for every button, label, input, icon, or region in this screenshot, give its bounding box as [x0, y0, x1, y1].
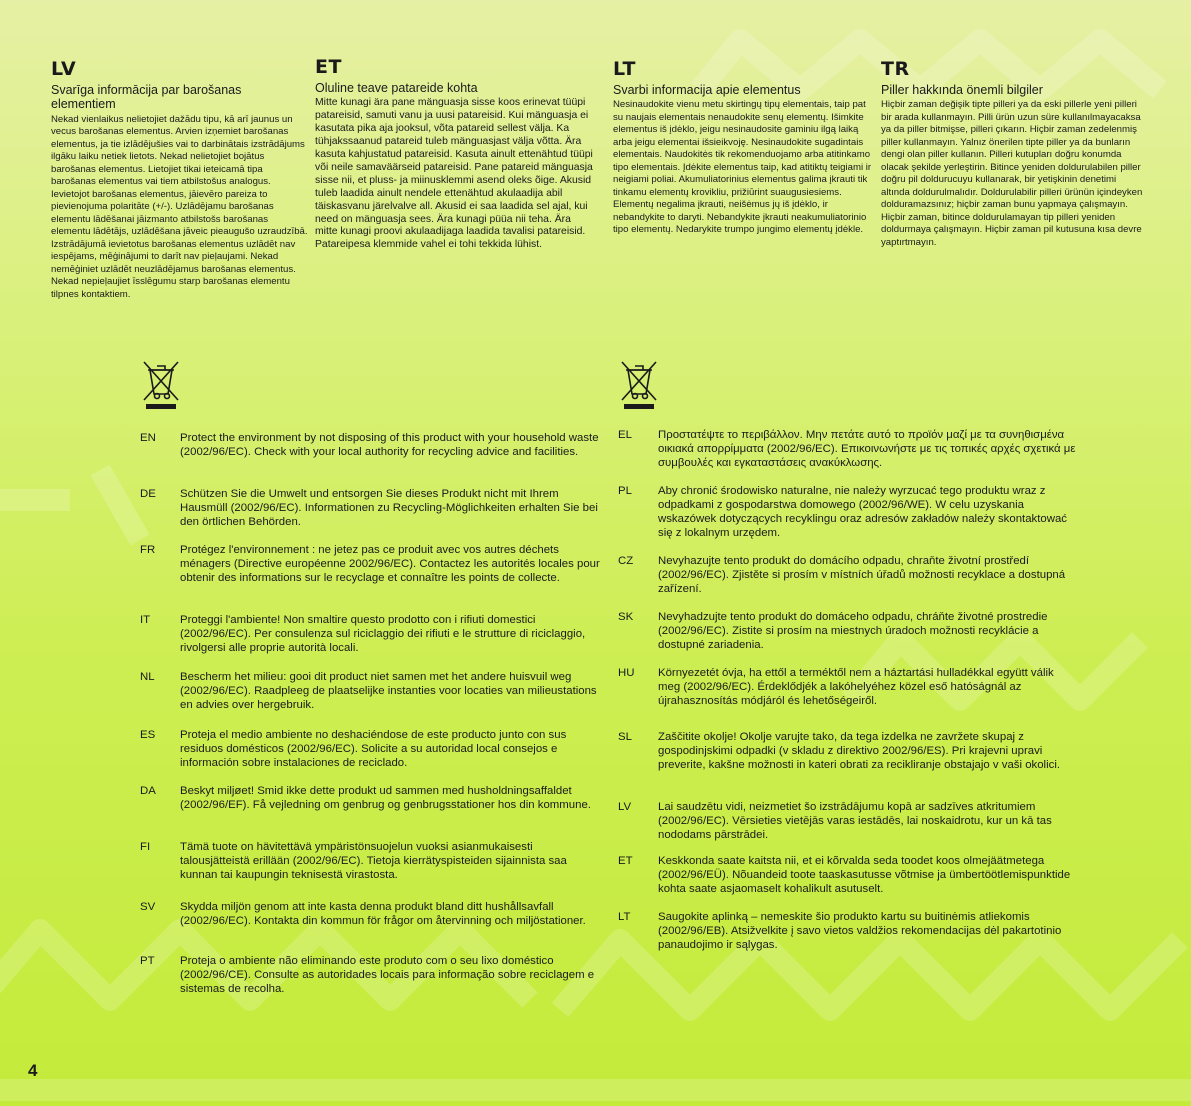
- disposal-notice-de: [140, 487, 600, 529]
- disposal-notice-lv: [618, 800, 1078, 842]
- disposal-notice-en: [140, 431, 600, 459]
- disposal-language-code: LT: [618, 911, 631, 923]
- disposal-notice-es: [140, 728, 600, 770]
- section-title: Piller hakkında önemli bilgiler: [881, 83, 1043, 97]
- section-language-code: LT: [613, 58, 636, 80]
- disposal-text: Protect the environment by not disposing of this product with your household waste (2002/96/EC). Check with your local authority for recycling advice and facilities.: [180, 432, 599, 458]
- disposal-notice-el: [618, 428, 1078, 470]
- disposal-notice-hu: [618, 666, 1078, 708]
- section-title: Svarīga informācija par barošanas elementiem: [51, 83, 242, 112]
- disposal-text: Beskyt miljøet! Smid ikke dette produkt ud sammen med husholdningsaffaldet (2002/96/EF). Få vejledning om genbrug og genbrugsstationer hos din kommune.: [180, 785, 591, 811]
- disposal-language-code: ES: [140, 729, 156, 741]
- disposal-notice-fr: [140, 543, 600, 585]
- disposal-language-code: SK: [618, 611, 634, 623]
- disposal-text: Zaščitite okolje! Okolje varujte tako, da tega izdelka ne zavržete skupaj z gospodinjskimi odpadki (v skladu z direktivo 2002/96/ES). Pri krajevni upravi preverite, kakšne možnosti in kateri obrati za recikliranje obstajajo v vaši okolici.: [658, 731, 1061, 771]
- disposal-text: Nevyhadzujte tento produkt do domáceho odpadu, chráňte životné prostredie (2002/96/EC). Zistite si prosím na miestnych úradoch možnosti recyklácie a dostupné zariadenia.: [658, 611, 1048, 651]
- disposal-notice-sl: [618, 730, 1078, 772]
- section-body: Mitte kunagi ära pane mänguasja sisse koos erinevat tüüpi patareisid, samuti vanu ja uusi patareisid. Kui mänguasja ei kasutata pika aja jooksul, võta patareid sellest välja. Ka tühjakssaanud patareid tuleb mänguasjast välja võtta. Ära kasuta kahjustatud patareisid. Kasuta ainult ettenähtud tüüpi või neile samaväärseid patareisid. Pane patareid mänguasja sisse nii, et pluss- ja miinusklemmi asend oleks õige. Akusid tuleb laadida ainult nendele ettenähtud akulaadija abil täiskasvanu järelvalve all. Akusid ei saa laadida sel ajal, kui need on mänguasja sees. Ära kunagi püüa nii teha. Ära mitte kunagi proovi akulaadijaga laadida tavalisi patareisid. Patareipesa klemmide vahel ei tohi tekkida lühist.: [315, 97, 593, 251]
- disposal-language-code: LV: [618, 801, 632, 813]
- disposal-text: Aby chronić środowisko naturalne, nie należy wyrzucać tego produktu wraz z odpadkami z gospodarstwa domowego (2002/96/WE). W celu uzyskania wskazówek dotyczących recyklingu oraz adresów zakładów należy skontaktować się z lokalnym urzędem.: [658, 485, 1067, 539]
- disposal-text: Προστατέψτε το περιβάλλον. Μην πετάτε αυτό το προϊόν μαζί με τα συνηθισμένα οικιακά απορρίμματα (2002/96/EC). Επικοινωνήστε με τις τοπικές αρχές σχετικά με συμβουλές και εγκαταστάσεις ανακύκλωσης.: [658, 429, 1076, 469]
- disposal-text: Környezetét óvja, ha ettől a terméktől nem a háztartási hulladékkal együtt válik meg (2002/96/EC). Érdeklődjék a lakóhelyéhez közel eső hatóságnál az újrahasznosítás módjáról és lehetőségeiről.: [658, 667, 1054, 707]
- disposal-text: Saugokite aplinką – nemeskite šio produkto kartu su buitinėmis atliekomis (2002/96/EB). Atsižvelkite į savo vietos valdžios rekomendacijas dėl pakartotinio panaudojimo ir sąlygas.: [658, 911, 1062, 951]
- disposal-language-code: EL: [618, 429, 632, 441]
- section-body: Nesinaudokite vienu metu skirtingų tipų elementais, taip pat su naujais elementais nenaudokite senų elementų. Išimkite elementus iš įdėklo, jeigu nesinaudosite gaminiu ilgą laiką arba jeigu elementai išsieikvoję. Nesinaudokite sugadintais elementais. Naudokitės tik rekomenduojamo arba atitinkamo tipo elementais. Įdėkite elementus taip, kad atitiktų teigiami ir neigiami poliai. Akumuliatorinius elementus galima įkrauti tik tinkamu elementų krovikliu, prižiūrint suaugusiesiems. Elementų negalima įkrauti, neišėmus jų iš įdėklo, ir nebandykite to daryti. Nebandykite įkrauti neakumuliatorinio tipo elementų. Nedarykite trumpo jungimo elementų įdėkle.: [613, 99, 872, 236]
- disposal-notice-sv: [140, 900, 600, 928]
- section-language-code: ET: [315, 56, 342, 78]
- disposal-language-code: FI: [140, 841, 151, 853]
- crossed-out-bin-icon: [140, 358, 182, 410]
- disposal-language-code: EN: [140, 432, 156, 444]
- disposal-notice-nl: [140, 670, 600, 712]
- disposal-language-code: SV: [140, 901, 156, 913]
- page-number: 4: [28, 1061, 38, 1080]
- disposal-notice-pt: [140, 954, 600, 996]
- disposal-language-code: HU: [618, 667, 635, 679]
- disposal-notice-it: [140, 613, 600, 655]
- disposal-language-code: DE: [140, 488, 156, 500]
- disposal-notice-sk: [618, 610, 1078, 652]
- disposal-text: Lai saudzētu vidi, neizmetiet šo izstrādājumu kopā ar sadzīves atkritumiem (2002/96/EC). Vērsieties vietējās varas iestādēs, lai noskaidrotu, kur un kā tas nododams pārstrādei.: [658, 801, 1052, 841]
- crossed-out-bin-icon: [618, 358, 660, 410]
- disposal-language-code: SL: [618, 731, 632, 743]
- disposal-text: Proteja o ambiente não eliminando este produto com o seu lixo doméstico (2002/96/CE). Consulte as autoridades locais para informação sobre reciclagem e sistemas de recolha.: [180, 955, 595, 995]
- disposal-language-code: DA: [140, 785, 156, 797]
- battery-section-tr: [881, 60, 1143, 249]
- battery-section-lv: [51, 60, 309, 301]
- section-body: Nekad vienlaikus nelietojiet dažādu tipu, kā arī jaunus un vecus barošanas elementus. Arvien izņemiet barošanas elementus, ja tie izlādējušies vai to darbinātais izstrādājums ilgāku laiku netiek lietots. Nekad nelietojiet bojātus barošanas elementus. Lietojiet tikai ieteicamā tipa barošanas elementus vai tiem atbilstošus analogus. Ievietojot barošanas elementus, jāievēro pareiza to pievienojuma polaritāte (+/-). Uzlādējamu barošanas elementu lādēšanai jāizmanto atbilstošs barošanas elementu lādētājs, uzlādēšana jāveic pieaugušo uzraudzībā. Izstrādājumā ievietotus barošanas elementus uzlādēt nav iespējams, mēģinājumi to darīt nav pieļaujami. Nekad nemēģiniet uzlādēt neuzlādējamus barošanas elementus. Nekad nepieļaujiet īsslēgumu starp barošanas elementu tilpnes kontaktiem.: [51, 113, 308, 300]
- disposal-notice-lt: [618, 910, 1078, 952]
- section-language-code: TR: [881, 58, 910, 80]
- section-body: Hiçbir zaman değişik tipte pilleri ya da eski pillerle yeni pilleri bir arada kullanmayın. Pilli ürün uzun süre kullanılmayacaksa ya da piller bitmişse, pilleri çıkarın. Hiçbir zaman zedelenmiş piller kullanmayın. Yalnız önerilen tipte piller ya da bunların dengi olan piller kullanın. Pilleri kutupları doğru konumda olacak şekilde yerleştirin. Bitince yeniden doldurulabilen piller doğru pil doldurucuyu kullanarak, bir yetişkinin denetimi altında doldurulmalıdır. Doldurulabilir pilleri ürünün içindeyken dolduramazsınız; hiçbir zaman bunu yapmaya çalışmayın. Hiçbir zaman, bitince doldurulamayan tip pilleri yeniden doldurmaya çalışmayın. Hiçbir zaman pil kutusuna kısa devre yaptırtmayın.: [881, 99, 1143, 248]
- disposal-text: Proteggi l'ambiente! Non smaltire questo prodotto con i rifiuti domestici (2002/96/EC). Per consulenza sul riciclaggio dei rifiuti e le strutture di riciclaggio, rivolgersi alle proprie autorità locali.: [180, 614, 586, 654]
- disposal-language-code: FR: [140, 544, 156, 556]
- disposal-text: Nevyhazujte tento produkt do domácího odpadu, chraňte životní prostředí (2002/96/EC). Zjistěte si prosím v místních úřadů možnosti recyklace a dostupná zařízení.: [658, 555, 1066, 595]
- battery-section-et: [315, 58, 595, 252]
- disposal-notice-da: [140, 784, 600, 812]
- disposal-text: Bescherm het milieu: gooi dit product niet samen met het andere huisvuil weg (2002/96/EC). Raadpleeg de plaatselijke instanties voor locaties van milieustations en advies over hergebruik.: [180, 671, 597, 711]
- disposal-language-code: PL: [618, 485, 632, 497]
- disposal-notice-fi: [140, 840, 600, 882]
- disposal-text: Tämä tuote on hävitettävä ympäristönsuojelun vuoksi asianmukaisesti talousjätteistä erillään (2002/96/EC). Tietoja kierrätyspisteiden sijainnista saa kunnan tai kaupungin teknisestä virastosta.: [180, 841, 567, 881]
- disposal-language-code: CZ: [618, 555, 634, 567]
- section-title: Svarbi informacija apie elementus: [613, 83, 801, 97]
- disposal-text: Proteja el medio ambiente no deshaciéndose de este producto junto con sus residuos domésticos (2002/96/EC). Solicite a su autoridad local consejos e información sobre instalaciones de reciclado.: [180, 729, 567, 769]
- disposal-text: Protégez l'environnement : ne jetez pas ce produit avec vos autres déchets ménagers (Directive européenne 2002/96/EC). Contactez les autorités locales pour obtenir des informations sur le recyclage et connaître les points de collecte.: [180, 544, 600, 584]
- disposal-text: Schützen Sie die Umwelt und entsorgen Sie dieses Produkt nicht mit Ihrem Hausmüll (2002/96/EC). Informationen zu Recycling-Möglichkeiten erhalten Sie bei den örtlichen Behörden.: [180, 488, 598, 528]
- disposal-language-code: IT: [140, 614, 151, 626]
- battery-section-lt: [613, 60, 873, 237]
- disposal-language-code: PT: [140, 955, 155, 967]
- section-title: Oluline teave patareide kohta: [315, 81, 478, 95]
- disposal-notice-cz: [618, 554, 1078, 596]
- disposal-notice-pl: [618, 484, 1078, 540]
- disposal-text: Skydda miljön genom att inte kasta denna produkt bland ditt hushållsavfall (2002/96/EC). Kontakta din kommun för frågor om återvinning och miljöstationer.: [180, 901, 586, 927]
- disposal-text: Keskkonda saate kaitsta nii, et ei kõrvalda seda toodet koos olmejäätmetega (2002/96/EÜ). Nõuandeid toote taaskasutusse võtmise ja ümbertöötlemispunktide kohta saate asjaomaselt kohalikult asutuselt.: [658, 855, 1071, 895]
- section-language-code: LV: [51, 58, 77, 80]
- disposal-notice-et: [618, 854, 1078, 896]
- disposal-language-code: ET: [618, 855, 633, 867]
- disposal-language-code: NL: [140, 671, 155, 683]
